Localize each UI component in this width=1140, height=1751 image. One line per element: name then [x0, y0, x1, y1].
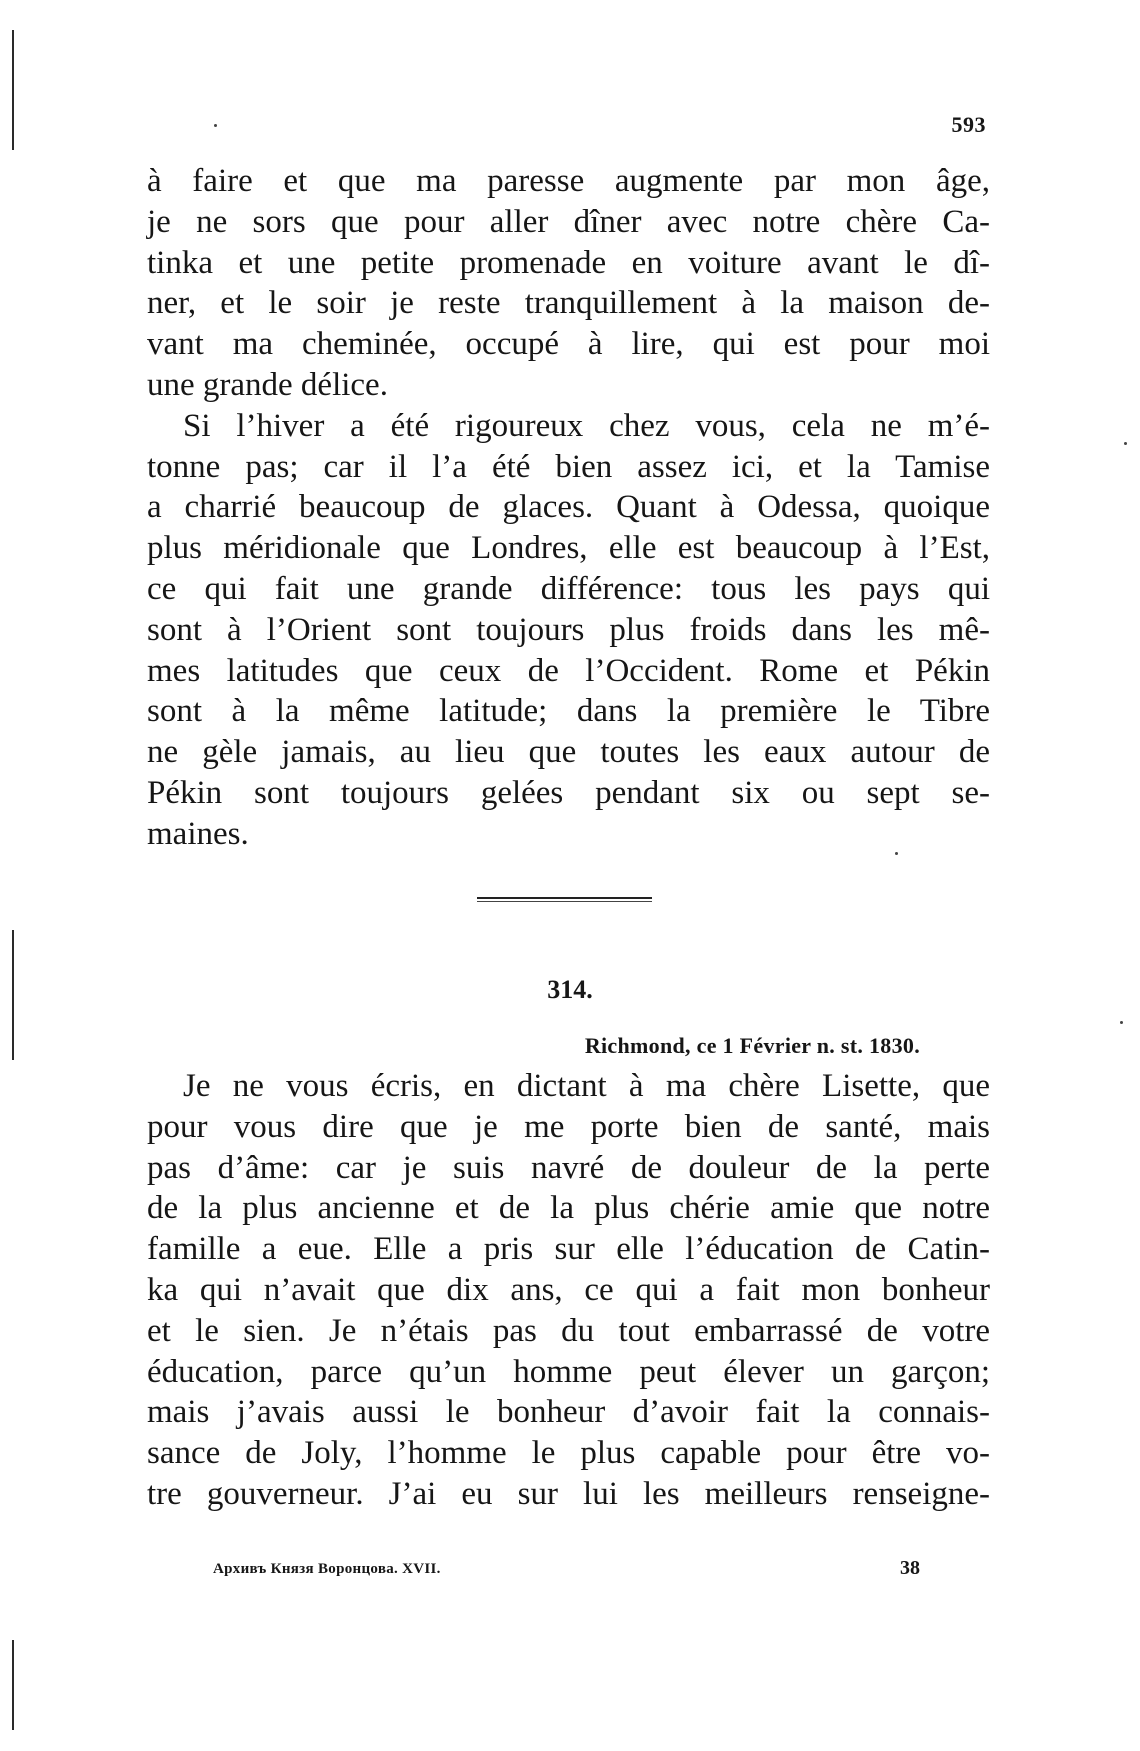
text-line: ce qui fait une grande différence: tous les pays qui: [147, 570, 990, 607]
footer-sheet-number: 38: [900, 1557, 920, 1579]
text-line: Pékin sont toujours gelées pendant six ou sept se-: [147, 774, 990, 811]
paragraph-continuation: [147, 161, 990, 855]
text-line: pas d’âme: car je suis navré de douleur de la perte: [147, 1149, 990, 1186]
text-line: mais j’avais aussi le bonheur d’avoir fait la connais-: [147, 1394, 990, 1431]
text-line: ner, et le soir je reste tranquillement à la maison de-: [147, 285, 990, 322]
footer-signature: Архивъ Князя Воронцова. XVII.: [213, 1561, 441, 1577]
text-line: éducation, parce qu’un homme peut élever un garçon;: [147, 1353, 990, 1390]
margin-rule-top: [12, 30, 14, 150]
text-line: ka qui n’avait que dix ans, ce qui a fait mon bonheur: [147, 1271, 990, 1308]
text-line: sance de Joly, l’homme le plus capable pour être vo-: [147, 1435, 990, 1472]
text-line: a charrié beaucoup de glaces. Quant à Odessa, quoique: [147, 489, 990, 526]
letter-body: [147, 1066, 990, 1515]
text-line: de la plus ancienne et de la plus chérie amie que notre: [147, 1190, 990, 1227]
scan-speck: [214, 124, 217, 127]
text-line: vant ma cheminée, occupé à lire, qui est pour moi: [147, 326, 990, 363]
text-line: tre gouverneur. J’ai eu sur lui les meilleurs renseigne-: [147, 1475, 990, 1512]
letter-dateline: Richmond, ce 1 Février n. st. 1830.: [584, 1033, 920, 1058]
text-line: maines.: [147, 815, 249, 852]
text-line: sont à la même latitude; dans la première le Tibre: [147, 693, 990, 730]
page-number: 593: [951, 112, 986, 137]
scan-speck: [1120, 1021, 1123, 1024]
margin-rule-middle: [12, 930, 14, 1060]
text-line: pour vous dire que je me porte bien de santé, mais: [147, 1108, 990, 1145]
text-line: tinka et une petite promenade en voiture avant le dî-: [147, 244, 990, 281]
text-line: famille a eue. Elle a pris sur elle l’éducation de Catin-: [147, 1231, 990, 1268]
text-line: et le sien. Je n’étais pas du tout embarrassé de votre: [147, 1312, 990, 1349]
text-line: Je ne vous écris, en dictant à ma chère Lisette, que: [183, 1068, 990, 1104]
text-line: une grande délice.: [147, 366, 388, 403]
text-line: je ne sors que pour aller dîner avec notre chère Ca-: [147, 203, 990, 240]
text-line: sont à l’Orient sont toujours plus froids dans les mê-: [147, 611, 990, 648]
text-line: Si l’hiver a été rigoureux chez vous, cela ne m’é-: [183, 407, 990, 444]
text-line: ne gèle jamais, au lieu que toutes les eaux autour de: [147, 734, 990, 771]
letter-number: 314.: [547, 975, 593, 1004]
margin-rule-bottom: [12, 1640, 14, 1730]
section-divider: [477, 897, 652, 902]
text-line: tonne pas; car il l’a été bien assez ici, et la Tamise: [147, 448, 990, 485]
text-line: à faire et que ma paresse augmente par mon âge,: [147, 163, 990, 199]
text-line: plus méridionale que Londres, elle est beaucoup à l’Est,: [147, 530, 990, 567]
text-line: mes latitudes que ceux de l’Occident. Rome et Pékin: [147, 652, 990, 689]
scan-speck: [1124, 442, 1127, 445]
